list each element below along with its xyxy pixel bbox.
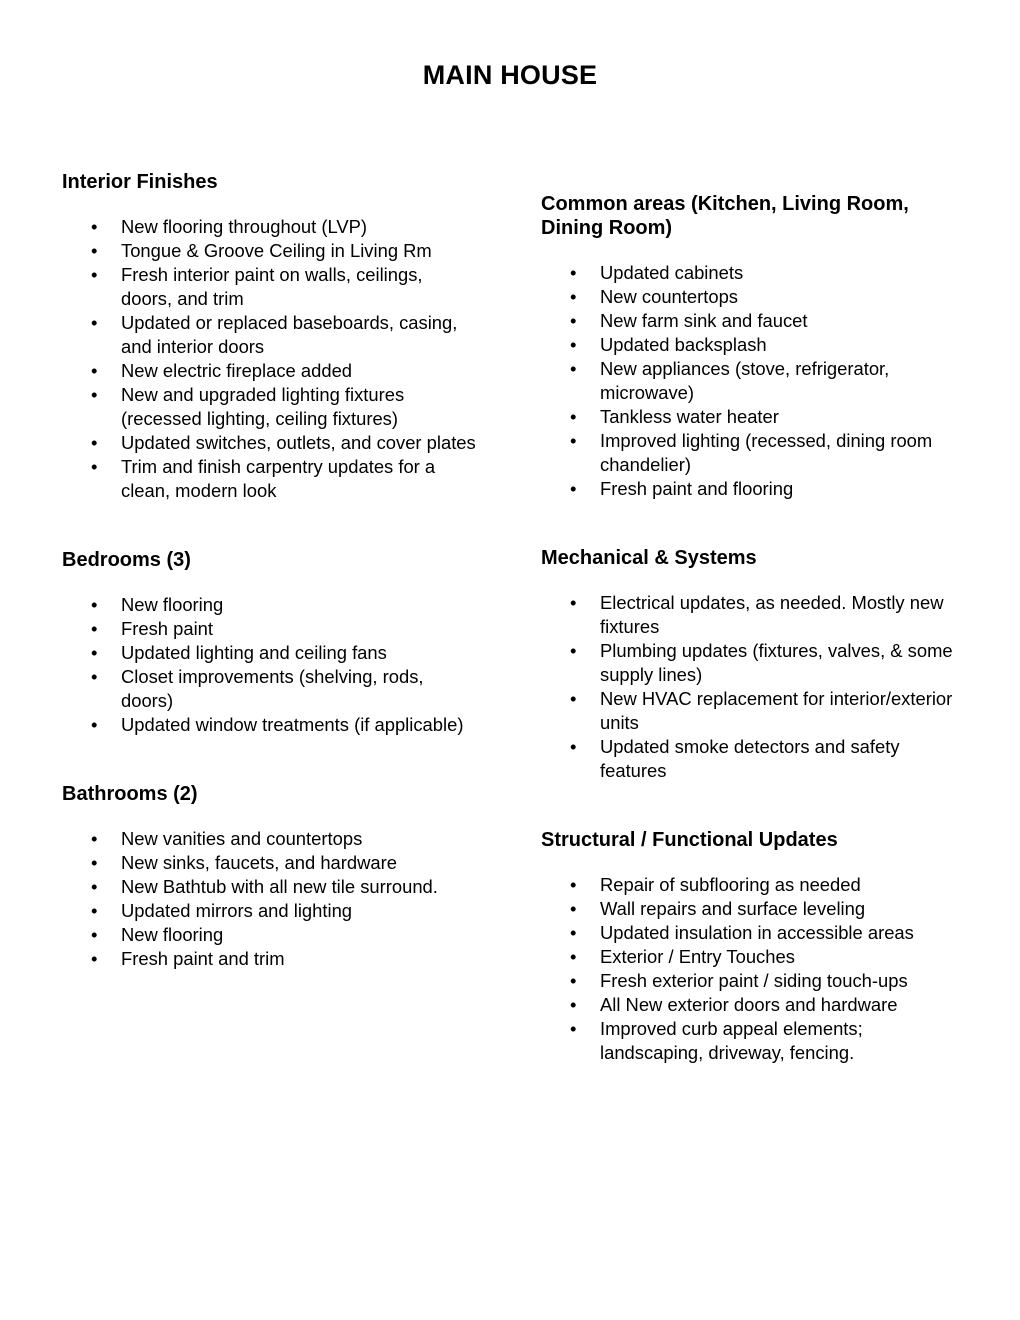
list-item: • Closet improvements (shelving, rods, doors) xyxy=(62,665,477,713)
list-item: • Improved lighting (recessed, dining room chandelier) xyxy=(541,429,956,477)
list-item: • Fresh interior paint on walls, ceilings, doors, and trim xyxy=(62,263,477,311)
list-item: • Electrical updates, as needed. Mostly new fixtures xyxy=(541,591,956,639)
list-item: • Trim and finish carpentry updates for a clean, modern look xyxy=(62,455,477,503)
left-column xyxy=(62,170,477,971)
bullet-list xyxy=(62,215,477,503)
right-column xyxy=(541,170,956,1065)
list-item: • Repair of subflooring as needed xyxy=(541,873,956,897)
list-item: • All New exterior doors and hardware xyxy=(541,993,956,1017)
bullet-list xyxy=(541,873,956,1065)
section-common-areas xyxy=(541,192,956,501)
list-item: • Updated switches, outlets, and cover plates xyxy=(62,431,477,455)
section-bathrooms xyxy=(62,782,477,971)
bullet-list xyxy=(62,827,477,971)
list-item: • New and upgraded lighting fixtures (recessed lighting, ceiling fixtures) xyxy=(62,383,477,431)
list-item: • Tankless water heater xyxy=(541,405,956,429)
list-item: • New Bathtub with all new tile surround. xyxy=(62,875,477,899)
list-item: • Improved curb appeal elements; landscaping, driveway, fencing. xyxy=(541,1017,956,1065)
list-item: • New flooring xyxy=(62,923,477,947)
section-bedrooms xyxy=(62,548,477,737)
list-item: • Updated or replaced baseboards, casing, and interior doors xyxy=(62,311,477,359)
list-item: • Updated backsplash xyxy=(541,333,956,357)
list-item: • Plumbing updates (fixtures, valves, & some supply lines) xyxy=(541,639,956,687)
list-item: • New countertops xyxy=(541,285,956,309)
section-mechanical-systems xyxy=(541,546,956,783)
page-title: MAIN HOUSE xyxy=(422,60,598,90)
list-item: • Updated mirrors and lighting xyxy=(62,899,477,923)
list-item: • New vanities and countertops xyxy=(62,827,477,851)
section-heading: Mechanical & Systems xyxy=(541,547,757,569)
list-item: • New HVAC replacement for interior/exterior units xyxy=(541,687,956,735)
section-heading: Interior Finishes xyxy=(62,171,218,193)
list-item: • New appliances (stove, refrigerator, microwave) xyxy=(541,357,956,405)
list-item: • Fresh paint xyxy=(62,617,477,641)
section-interior-finishes xyxy=(62,170,477,503)
list-item: • New farm sink and faucet xyxy=(541,309,956,333)
list-item: • Updated insulation in accessible areas xyxy=(541,921,956,945)
bullet-list xyxy=(62,593,477,737)
bullet-list xyxy=(541,591,956,783)
list-item: • Tongue & Groove Ceiling in Living Rm xyxy=(62,239,477,263)
section-heading: Common areas (Kitchen, Living Room, Dining Room) xyxy=(541,193,909,239)
section-structural-functional xyxy=(541,828,956,1065)
list-item: • New flooring xyxy=(62,593,477,617)
list-item: • Wall repairs and surface leveling xyxy=(541,897,956,921)
list-item: • New flooring throughout (LVP) xyxy=(62,215,477,239)
list-item: • Fresh exterior paint / siding touch-ups xyxy=(541,969,956,993)
section-heading: Bedrooms (3) xyxy=(62,549,191,571)
list-item: • Exterior / Entry Touches xyxy=(541,945,956,969)
list-item: • Fresh paint and trim xyxy=(62,947,477,971)
bullet-list xyxy=(541,261,956,501)
section-heading: Structural / Functional Updates xyxy=(541,829,838,851)
list-item: • New electric fireplace added xyxy=(62,359,477,383)
list-item: • Updated smoke detectors and safety features xyxy=(541,735,956,783)
list-item: • New sinks, faucets, and hardware xyxy=(62,851,477,875)
list-item: • Updated lighting and ceiling fans xyxy=(62,641,477,665)
list-item: • Updated window treatments (if applicable) xyxy=(62,713,477,737)
list-item: • Updated cabinets xyxy=(541,261,956,285)
list-item: • Fresh paint and flooring xyxy=(541,477,956,501)
section-heading: Bathrooms (2) xyxy=(62,783,198,805)
two-column-layout xyxy=(0,170,1020,1065)
